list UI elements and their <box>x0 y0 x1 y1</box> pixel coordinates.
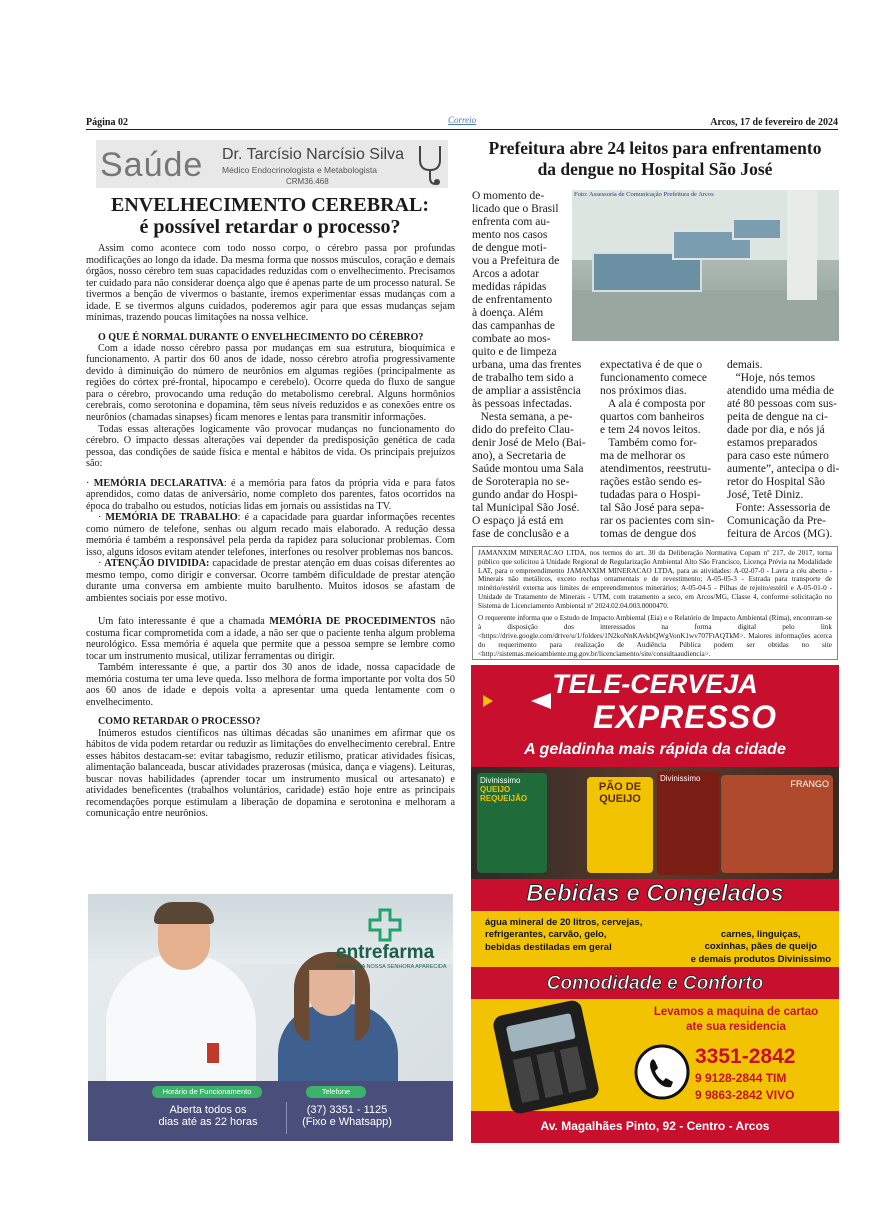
article-title <box>86 194 454 238</box>
memory-text: capacidade de prestar atenção em duas coisas diferentes ao mesmo tempo, como dirigir e conversar. Ocorre também dificuldade de prestar atenção durante uma conversa em ambiente muito barulhento. Muitos idosos se afastam de ambientes sociais por esse motivo. <box>86 558 455 604</box>
article-line: “Hoje, nós temos <box>727 371 816 384</box>
article-line: de ampliar a assistência <box>472 384 581 397</box>
page-number: Página 02 <box>86 117 128 128</box>
article-line: Também como for- <box>600 436 697 449</box>
article-line: denir José de Melo (Bai- <box>472 436 586 449</box>
memory-item: · ATENÇÃO DIVIDIDA: capacidade de prestar atenção em duas coisas diferentes ao mesmo tempo, como dirigir e conversar. Ocorre também dificuldade de prestar atenção durante uma conversa em ambiente muito barulhento. Muitos idosos se afastam de ambientes sociais por esse motivo. <box>86 558 455 604</box>
article-column-2 <box>600 359 715 541</box>
paragraph: Assim como acontece com todo nosso corpo, o cérebro passa por profundas modificações ao longo da idade. Da mesma forma que nossos músculos, coração e demais órgãos, nosso cérebro tem suas capacidades reduzidas com o envelhecimento. Precisamos ter cuidado para não considerar doença algo que é apenas parte de um processo natural. Se tivermos a benção de vivermos o bastante, iremos experimentar essas mudanças com a idade. E se tivermos alguns cuidados, poderemos agir para que essas mudanças sejam mínimas, trazendo poucas limitações na nossa velhice. <box>86 243 455 324</box>
product-list-item: bebidas destiladas em geral <box>485 941 612 953</box>
article-line: às pessoas infectadas. <box>472 397 572 410</box>
memory-item: · MEMÓRIA DE TRABALHO: é a capacidade para guardar informações recentes como número de telefone, senhas ou algum recado mais elaborado. A redução dessa memória é também a responsável pela perda da rapidez para solucionar problemas. Com isso, alguns idosos evitam atender telefones, interfones ou resolver problemas nos bancos. <box>86 512 455 558</box>
doctor-specialty: Médico Endocrinologista e Metabologista <box>222 165 377 175</box>
article-line: fase de conclusão e a <box>472 527 570 540</box>
card-machine-icon <box>492 999 601 1116</box>
article-line: funcionamento comece <box>600 371 707 384</box>
product-box <box>206 1042 220 1064</box>
article-line: atendimentos, reestrutu- <box>600 462 712 475</box>
article-line: de trabalho tem sido a <box>472 371 574 384</box>
bottle-rocket-icon <box>481 675 561 727</box>
card-machine-text: Levamos a maquina de cartao ate sua residencia <box>653 1006 819 1033</box>
memory-label: MEMÓRIA DE TRABALHO <box>105 512 238 524</box>
product-list-item: refrigerantes, carvão, gelo, <box>485 929 607 941</box>
product-list-item: e demais produtos Divinissimo <box>690 953 831 965</box>
products-list-left <box>485 917 642 954</box>
paragraph: Todas essas alterações logicamente vão provocar mudanças no funcionamento do cérebro. O impacto dessas alterações vai depender da predisposição genética de cada pessoa, das condições de saúde física e mental e hábitos de vida. Os principais prejuízos são: <box>86 423 455 470</box>
article-line: rar os pacientes com sin- <box>600 514 715 527</box>
saude-banner <box>96 140 448 188</box>
article-line: atendido uma média de <box>727 384 834 397</box>
products-list-right <box>691 929 831 966</box>
article-line: retor do Hospital São <box>727 475 826 488</box>
paragraph: Com a idade nosso cérebro passa por mudanças em sua estrutura, bioquímica e funcionamento. A partir dos 60 anos de idade, nosso cérebro atrofia progressivamente devido à diminuição do número de neurônios em algumas regiões (principalmente as regiões do córtex pré-frontal, hipocampo e cerebelo). Ocorre queda do fluxo de sangue para o cérebro, provocando uma redução do metabolismo cerebral. Alguns hormônios cerebrais, como serotonina e dopamina, têm seus níveis reduzidos e as conexões entre os neurônios (chamadas sinapses) ficam menores e lentas para transmitir informações. <box>86 342 455 423</box>
paragraph: Também interessante é que, a partir dos 30 anos de idade, nossa capacidade de memória costuma ter uma leve queda. Isso melhora de forma importante por volta dos 50 aos 60 anos de idade e depois volta a apresentar uma queda lentamente com o envelhecimento. <box>86 662 455 708</box>
article-line: gundo andar do Hospi- <box>472 488 578 501</box>
product-package: Divinissimo QUEIJO REQUEIJÃO <box>477 773 547 873</box>
article-line: Saúde montou uma Sala <box>472 462 584 475</box>
article-line: das campanhas de <box>472 319 556 332</box>
article-line: aumente”, antecipa o di- <box>727 462 840 475</box>
ad-title-line1: TELE-CERVEJA <box>552 669 758 699</box>
photo-credit: Foto: Assessoria de Comunicação Prefeitura de Arcos <box>574 191 714 198</box>
article-line: ano), a Secretaria de <box>472 449 566 462</box>
article-column-1 <box>472 190 586 541</box>
phone-tim[interactable]: 9 9128-2844 TIM <box>695 1071 787 1085</box>
article-line: quito e de limpeza <box>472 345 557 358</box>
article-line: ma de melhorar os <box>600 449 686 462</box>
article-line: rações estão sendo es- <box>600 475 702 488</box>
list-band <box>471 911 839 967</box>
ad-title-line2: EXPRESSO <box>592 699 778 735</box>
memory-text: : é a capacidade para guardar informações recentes como número de telefone, senhas ou algum recado mais elaborado. A redução dessa memória é também a responsável pela perda da rapidez para solucionar problemas. Com isso, alguns idosos evitam atender telefones, interfones ou resolver problemas nos bancos. <box>86 512 455 558</box>
article-line: Comunicação da Pre- <box>727 514 826 527</box>
article-line: Arcos a adotar <box>472 267 540 280</box>
newspaper-logo: Correio <box>448 115 477 125</box>
product-package: Divinissimo <box>657 771 719 875</box>
entrefarma-tagline: DROGARIA NOSSA SENHORA APARECIDA <box>336 964 447 970</box>
article-column-3 <box>727 359 839 541</box>
article-line: licado que o Brasil <box>472 202 559 215</box>
article-line: O espaço já está em <box>472 514 564 527</box>
article-line: O momento de- <box>472 190 545 202</box>
left-article-body <box>86 243 455 820</box>
legal-notice <box>472 546 838 660</box>
entrefarma-logo: entrefarma <box>336 942 435 963</box>
article-line: urbana, uma das frentes <box>472 358 582 371</box>
stethoscope-icon <box>410 142 446 186</box>
product-list-item: água mineral de 20 litros, cervejas, <box>485 917 643 928</box>
article-line: peita de dengue na ci- <box>727 410 828 423</box>
telecerveja-ad[interactable] <box>471 665 839 1143</box>
article-line: feitura de Arcos (MG). <box>727 527 833 540</box>
article-line: para caso este número <box>727 449 829 462</box>
store-address: Av. Magalhães Pinto, 92 - Centro - Arcos <box>540 1119 770 1133</box>
memory-label: ATENÇÃO DIVIDIDA: <box>104 558 210 570</box>
article-line: A ala é composta por <box>600 397 706 410</box>
ad-slogan: A geladinha mais rápida da cidade <box>524 741 786 758</box>
article-line: à doença. Além <box>472 306 544 319</box>
product-list-item: coxinhas, pães de queijo <box>704 941 818 953</box>
memory-label: MEMÓRIA DECLARATIVA <box>93 477 224 489</box>
phone-label: Telefone <box>306 1086 366 1098</box>
article-line: tomas de dengue dos <box>600 527 697 540</box>
section-title-bebidas: Bebidas e Congelados <box>526 880 784 907</box>
article-line: José, Tetê Diniz. <box>727 488 804 501</box>
green-cross-icon <box>368 908 402 942</box>
phone-text: (37) 3351 - 1125 (Fixo e Whatsapp) <box>302 1104 392 1129</box>
hours-label: Horário de Funcionamento <box>152 1086 262 1098</box>
issue-date: Arcos, 17 de fevereiro de 2024 <box>710 117 838 128</box>
info-divider <box>286 1102 287 1134</box>
article-line: mento nos casos <box>472 228 548 241</box>
article-title-line1: ENVELHECIMENTO CEREBRAL: <box>110 194 430 216</box>
article-line: nos próximos dias. <box>600 384 687 397</box>
article-line: tal Municipal São José. <box>472 501 580 514</box>
article-line: estamos preparados <box>727 436 818 449</box>
memory-text: : é a memória para fatos da própria vida e para fatos aprendidos, como datas de aniversário, nome completo dos parentes, fatos ocorridos na época do trabalho ou estudos, notícias lidas em jornais ou assistidas na TV. <box>86 477 456 512</box>
right-article-title: Prefeitura abre 24 leitos para enfrentamento da dengue no Hospital São José <box>488 138 822 179</box>
hours-text: Aberta todos os dias até as 22 horas <box>158 1104 258 1129</box>
article-title-line2: é possível retardar o processo? <box>139 216 401 238</box>
article-line: demais. <box>727 359 763 371</box>
paragraph: Um fato interessante é que a chamada MEMÓRIA DE PROCEDIMENTOS não costuma ficar comprometida com a idade, a não ser que o paciente tenha algum problema neurológico. Essa memória é aquela que permite que a pessoa sempre se lembre como tocar um instrumento musical, utilizar ferramentas ou dirigir. <box>86 616 455 662</box>
pharmacist-hair <box>154 902 214 924</box>
doctor-name: Dr. Tarcísio Narcísio Silva <box>222 146 404 163</box>
article-line: de dengue moti- <box>472 241 547 254</box>
photo-door <box>787 190 817 300</box>
products-photo <box>471 767 839 879</box>
product-package: PÃO DE QUEIJO <box>587 777 653 873</box>
product-list-item: carnes, linguiças, <box>720 929 801 940</box>
article-line: vou a Prefeitura de <box>472 254 560 267</box>
article-line: de Soroterapia no se- <box>472 475 570 488</box>
paragraph: Inúmeros estudos científicos nas últimas décadas são unanimes em afirmar que os hábitos de vida podem retardar ou reduzir as limitações do envelhecimento cerebral. Entre esses hábitos destacam-se: evitar tabagismo, reduzir etilismo, praticar atividades físicas, alimentação balanceada, buscar atividades prazerosas (música, dança e viagens). Leituras, buscar novas habilidades (aprender tocar um instrumento musical ou artesanato) e atividades beneficentes (trabalhos voluntários, caridade) estão hoje entre as principais recomendações porque estimulam a liberação de dopamina e serotonina e melhoram a comunicação entre neurônios. <box>86 727 455 820</box>
entrefarma-ad[interactable] <box>88 894 453 1141</box>
phone-main[interactable]: 3351-2842 <box>695 1045 796 1068</box>
memory-item: · MEMÓRIA DECLARATIVA: é a memória para fatos da própria vida e para fatos aprendidos, como datas de aniversário, nome completo dos parentes, fatos ocorridos na época do trabalho ou estudos, notícias lidas em jornais ou assistidas na TV. <box>86 477 456 512</box>
article-line: de enfrentamento <box>472 293 553 306</box>
photo-bed <box>732 218 782 240</box>
header-rule <box>86 129 838 130</box>
section-title-comodidade: Comodidade e Conforto <box>546 973 764 994</box>
article-line: tal São José para sepa- <box>600 501 705 514</box>
article-line: tudadas para o Hospi- <box>600 488 701 501</box>
article-line: enfrenta com au- <box>472 215 550 228</box>
article-line: até 80 pessoas com sus- <box>727 397 837 410</box>
banner-section-title: Saúde <box>100 146 204 184</box>
section-heading: O QUE É NORMAL DURANTE O ENVELHECIMENTO DO CÉREBRO? <box>98 331 424 343</box>
product-package: FRANGO <box>721 775 833 873</box>
doctor-crm: CRM36.468 <box>286 177 329 186</box>
legal-text: JAMANXIM MINERACAO LTDA, nos termos do art. 30 da Deliberação Normativa Copam nº 217, de 2017, torna público que solicitou à Unidade Regional de Regularização Ambiental Alto São Francisco, Licença Prévia na Modalidade LAT, para o empreendimento JAMANXIM MINERACAO LTDA, para as atividades: A-02-07-0 - Lavra a céu aberto - Minerais não metálicos, exceto rochas ornamentais e de revestimento; A-05-05-3 - Estrada para transporte de minério/estéril externa aos limites de empreendimentos minerários; A-05-04-5 - Pilhas de rejeito/estéril e A-05-01-0 - Unidade de Tratamento de Minerais - UTM, com tratamento a seco, em Arcos/MG, Classe 4, conforme solicitação no Sistema de Licenciamento Ambiental nº 2024.02.04.003.0000470. <box>478 549 832 610</box>
hospital-beds-photo <box>572 190 839 341</box>
article-line: medidas rápidas <box>472 280 547 293</box>
phone-vivo[interactable]: 9 9863-2842 VIVO <box>695 1088 795 1102</box>
article-line: Fonte: Assessoria de <box>727 501 831 514</box>
phone-icon <box>633 1043 691 1101</box>
section-heading: COMO RETARDAR O PROCESSO? <box>98 716 261 728</box>
article-line: expectativa é de que o <box>600 359 703 371</box>
article-line: quartos com banheiros <box>600 410 705 423</box>
article-line: dido do prefeito Clau- <box>472 423 574 436</box>
article-line: combate ao mos- <box>472 332 551 345</box>
article-line: e tem 24 novos leitos. <box>600 423 701 436</box>
legal-text: O requerente informa que o Estudo de Impacto Ambiental (Eia) e o Relatório de Impacto Ambiental (Rima), encontram-se à disposição dos interessados na forma digital pelo link <https://drive.google.com/drive/u/1/folders/1N2koNnKAvkbQWgVonK1wv707FtAQTkM>. Maiores informações acerca do requerimento para realização de Audiência Pública podem ser obtidas no site <http://sistemas.meioambiente.mg.gov.br/licenciamento/site/consultaaudiencia>. <box>478 614 832 658</box>
article-line: dade por dia, e nós já <box>727 423 825 436</box>
article-line: Nesta semana, a pe- <box>472 410 573 423</box>
contact-band <box>471 999 839 1111</box>
